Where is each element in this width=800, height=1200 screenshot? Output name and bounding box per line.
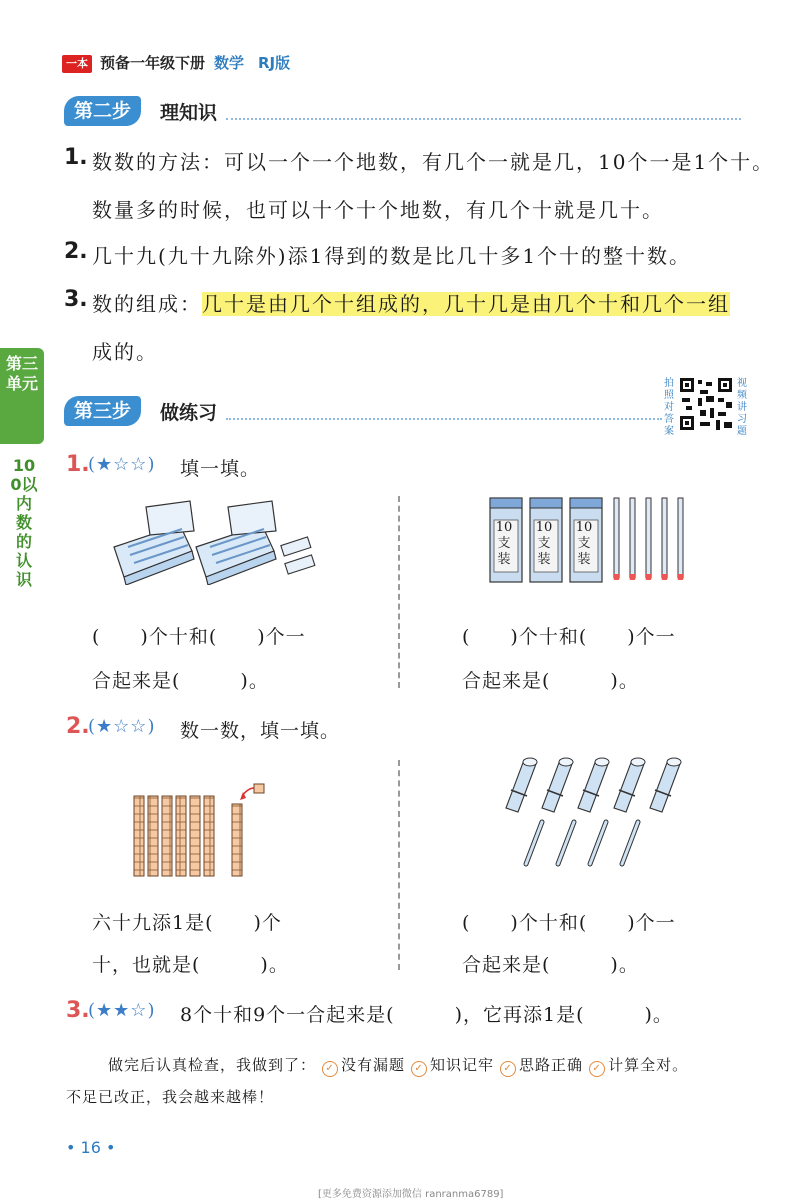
stick-icon [646, 498, 651, 580]
box-label: 10支装 [495, 520, 513, 567]
check-icon[interactable]: ✓ [589, 1061, 605, 1077]
point-3-line-2: 成的。 [92, 340, 158, 364]
difficulty-stars-2: (★☆☆) [88, 716, 156, 737]
section-title-2: 理知识 [160, 102, 218, 124]
point-1-line-2: 数量多的时候，也可以十个十个地数，有几个十就是几十。 [92, 198, 664, 222]
tray-icon [196, 501, 276, 585]
cube-columns-illustration [130, 782, 270, 882]
bundle-icon [614, 758, 645, 812]
section-step-3: 第三步 [64, 396, 141, 426]
point-3-prefix: 数的组成： [92, 292, 202, 316]
point-number-1: 1. [64, 145, 88, 170]
exercise-title-1: 填一填。 [180, 458, 261, 480]
box-icon [285, 555, 315, 574]
difficulty-stars-3: (★★☆) [88, 1000, 156, 1021]
point-3-highlight: 几十是由几个十组成的，几十几是由几个十和几个一组 [202, 292, 730, 316]
checklist-line-1 [108, 1054, 688, 1077]
ex2-left-blank-line-1[interactable]: 六十九添1是( )个 [92, 912, 282, 934]
stick-icon [590, 822, 606, 864]
watermark: [更多免费资源添加微信 ranranma6789] [318, 1189, 504, 1200]
ten-column-icon [176, 796, 186, 876]
difficulty-stars-1: (★☆☆) [88, 454, 156, 475]
brand-badge: 一本 [62, 55, 92, 73]
ex1-right-blank-line-1[interactable]: ( )个十和( )个一 [462, 626, 676, 648]
check-icon[interactable]: ✓ [322, 1061, 338, 1077]
check-item-1: 没有漏题 [341, 1056, 406, 1074]
unit-title: 100以内数的认识 [10, 456, 38, 589]
ex1-left-blank-line-1[interactable]: ( )个十和( )个一 [92, 626, 306, 648]
page-number: • 16 • [66, 1138, 116, 1157]
section-title-3: 做练习 [160, 402, 218, 424]
bundle-icon [542, 758, 573, 812]
qr-code-icon[interactable] [678, 376, 734, 432]
ten-column-icon [162, 796, 172, 876]
stick-icon [630, 498, 635, 580]
checklist-line-2: 不足已改正，我会越来越棒！ [66, 1088, 275, 1106]
page-number-value: 16 [80, 1138, 101, 1157]
ten-column-icon [148, 796, 158, 876]
section-divider [226, 118, 741, 120]
book-subject: 数学 [214, 54, 245, 72]
stars-2: ★☆☆ [96, 716, 148, 737]
check-item-3: 思路正确 [519, 1056, 584, 1074]
exercise-number-2: 2. [66, 714, 90, 739]
exercise-number-1: 1. [66, 452, 90, 477]
tray-icon [114, 501, 194, 585]
qr-label-left: 拍照对答案 [664, 378, 674, 437]
nine-column-icon [232, 804, 242, 876]
stick-icon [558, 822, 574, 864]
section-divider [226, 418, 662, 420]
check-item-2: 知识记牢 [430, 1056, 495, 1074]
exercise-title-2: 数一数，填一填。 [180, 720, 341, 742]
stick-icon [678, 498, 683, 580]
checklist-intro: 做完后认真检查，我做到了： [108, 1056, 317, 1074]
ex1-left-blank-line-2[interactable]: 合起来是( )。 [92, 670, 269, 692]
stick-icon [614, 498, 619, 580]
check-icon[interactable]: ✓ [500, 1061, 516, 1077]
stick-trays-illustration [110, 495, 320, 585]
exercise-3-text[interactable]: 8个十和9个一合起来是( )，它再添1是( )。 [180, 1004, 673, 1026]
section-step-2: 第二步 [64, 96, 141, 126]
ex2-right-blank-line-2[interactable]: 合起来是( )。 [462, 954, 639, 976]
exercise-number-3: 3. [66, 998, 90, 1023]
single-cube-icon [254, 784, 264, 793]
book-title: 预备一年级下册 [100, 54, 206, 72]
bundle-icon [506, 758, 537, 812]
unit-tab: 第三单元 [0, 348, 44, 444]
stick-icon [526, 822, 542, 864]
ten-column-icon [204, 796, 214, 876]
point-number-3: 3. [64, 287, 88, 312]
ten-column-icon [190, 796, 200, 876]
point-1-line-1: 数数的方法：可以一个一个地数，有几个一就是几，10个一是1个十。 [92, 150, 775, 174]
qr-label-right: 视频讲习题 [737, 378, 747, 437]
bundle-icon [650, 758, 681, 812]
check-icon[interactable]: ✓ [411, 1061, 427, 1077]
box-label: 10支装 [575, 520, 593, 567]
point-number-2: 2. [64, 239, 88, 264]
bundles-illustration [496, 756, 686, 868]
check-item-4: 计算全对。 [608, 1056, 689, 1074]
stars-1: ★☆☆ [96, 454, 148, 475]
stick-icon [662, 498, 667, 580]
box-label: 10支装 [535, 520, 553, 567]
point-2-line-1: 几十九(九十九除外)添1得到的数是比几十多1个十的整十数。 [92, 244, 692, 268]
point-3-line-1 [92, 288, 730, 317]
ex2-right-blank-line-1[interactable]: ( )个十和( )个一 [462, 912, 676, 934]
ex1-right-blank-line-2[interactable]: 合起来是( )。 [462, 670, 639, 692]
book-edition: RJ版 [258, 54, 291, 72]
box-icon [281, 537, 311, 556]
ex2-left-blank-line-2[interactable]: 十，也就是( )。 [92, 954, 289, 976]
bundle-icon [578, 758, 609, 812]
stick-icon [622, 822, 638, 864]
ten-column-icon [134, 796, 144, 876]
column-divider [398, 760, 400, 970]
stars-3: ★★☆ [96, 1000, 148, 1021]
column-divider [398, 496, 400, 688]
